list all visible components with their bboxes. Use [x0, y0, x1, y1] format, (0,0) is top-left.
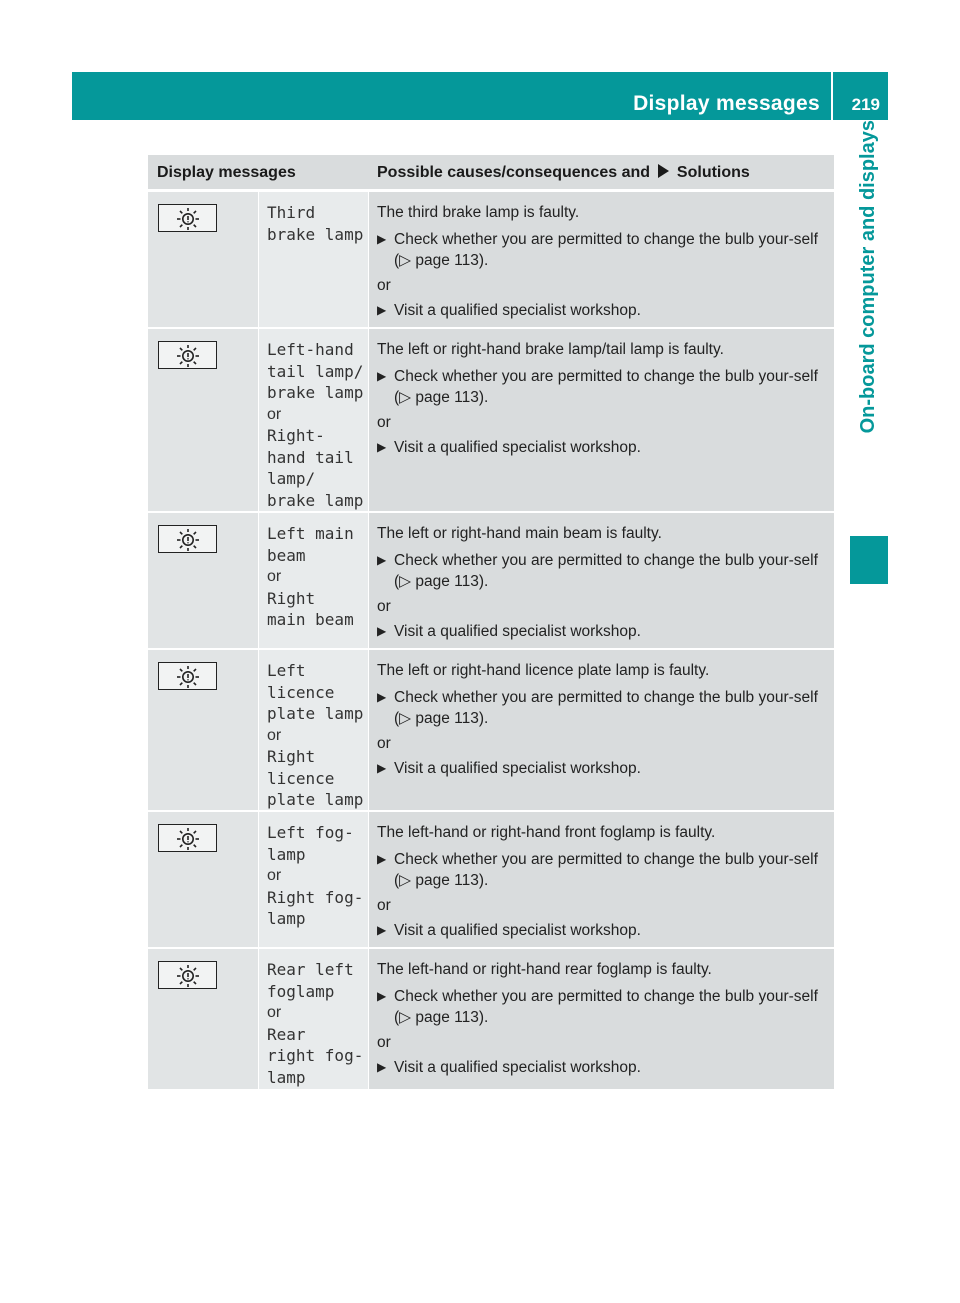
message-line: Rear [267, 1024, 306, 1044]
step-arrow-icon: ▶ [377, 553, 387, 567]
message-line: Left fog- [267, 823, 354, 842]
message-line: Third [267, 203, 316, 222]
column-header-display-messages: Display messages [157, 164, 296, 181]
step-arrow-icon: ▶ [377, 989, 387, 1003]
message-cell [259, 329, 369, 511]
message-line: brake lamp [267, 224, 364, 244]
display-symbol-box [158, 961, 217, 989]
column-header-causes [377, 155, 750, 191]
or-text: or [377, 277, 391, 294]
cause-text: The left or right-hand brake lamp/tail lamp is faulty. [377, 341, 724, 358]
table-row [148, 327, 834, 511]
step-text: Check whether you are permitted to change the bulb your-self (▷ page 113). [394, 552, 818, 590]
icon-cell [148, 329, 259, 511]
message-line: licence [267, 682, 335, 702]
triangle-arrow-icon [657, 164, 670, 178]
solution-step [377, 300, 826, 321]
message-line: brake lamp [267, 490, 364, 510]
page-number: 219 [851, 95, 880, 114]
step-arrow-icon: ▶ [377, 761, 387, 775]
solution-step [377, 986, 826, 1028]
step-text: Check whether you are permitted to change the bulb your-self (▷ page 113). [394, 368, 818, 406]
message-cell [259, 513, 369, 648]
header-title: Display messages [633, 92, 820, 115]
step-text: Check whether you are permitted to change the bulb your-self (▷ page 113). [394, 231, 818, 269]
step-arrow-icon: ▶ [377, 303, 387, 317]
message-line: plate lamp [267, 704, 364, 723]
message-cell [259, 812, 369, 947]
solution-cell [369, 949, 834, 1089]
table-row [148, 810, 834, 947]
display-symbol-box [158, 662, 217, 690]
table-body [148, 190, 834, 1089]
message-line: Right- [267, 426, 325, 445]
solution-step [377, 1057, 826, 1078]
or-text: or [377, 1034, 391, 1051]
message-line: Left-hand [267, 340, 354, 359]
step-text: Visit a qualified specialist workshop. [394, 623, 641, 640]
step-text: Visit a qualified specialist workshop. [394, 922, 641, 939]
step-text: Check whether you are permitted to change the bulb your-self (▷ page 113). [394, 689, 818, 727]
message-line: or [267, 405, 282, 423]
table-header [148, 155, 834, 190]
step-text: Check whether you are permitted to change the bulb your-self (▷ page 113). [394, 988, 818, 1026]
step-arrow-icon: ▶ [377, 690, 387, 704]
cause-text: The left-hand or right-hand front foglamp is faulty. [377, 824, 716, 841]
message-line: foglamp [267, 981, 335, 1001]
message-line: hand tail [267, 447, 354, 467]
solution-step [377, 849, 826, 891]
display-symbol-box [158, 204, 217, 232]
message-line: lamp [267, 844, 306, 864]
table-row [148, 648, 834, 810]
step-arrow-icon: ▶ [377, 852, 387, 866]
step-arrow-icon: ▶ [377, 923, 387, 937]
or-text: or [377, 598, 391, 615]
message-line: brake lamp [267, 383, 364, 402]
icon-cell [148, 812, 259, 947]
step-arrow-icon: ▶ [377, 369, 387, 383]
step-arrow-icon: ▶ [377, 232, 387, 246]
message-line: Left main [267, 524, 354, 543]
solution-step [377, 758, 826, 779]
message-line: right fog- [267, 1046, 364, 1065]
solution-step [377, 687, 826, 729]
message-line: or [267, 568, 282, 585]
step-arrow-icon: ▶ [377, 1060, 387, 1074]
step-text: Visit a qualified specialist workshop. [394, 302, 641, 319]
table-row [148, 947, 834, 1089]
step-text: Visit a qualified specialist workshop. [394, 439, 641, 456]
message-line: beam [267, 545, 306, 565]
message-line: main beam [267, 610, 354, 629]
solution-step [377, 550, 826, 592]
table-row [148, 190, 834, 327]
message-line: lamp [267, 909, 306, 928]
step-arrow-icon: ▶ [377, 440, 387, 454]
icon-cell [148, 192, 259, 327]
cause-text: The left or right-hand main beam is faulty. [377, 525, 662, 542]
message-line: Right [267, 588, 316, 608]
message-line: Rear left [267, 960, 354, 979]
message-line: lamp/ [267, 469, 316, 488]
page-header [72, 72, 888, 120]
message-cell [259, 650, 369, 810]
message-line: Right fog- [267, 887, 364, 907]
solution-step [377, 229, 826, 271]
message-line: or [267, 1004, 282, 1021]
message-line: licence [267, 768, 335, 788]
step-text: Visit a qualified specialist workshop. [394, 1059, 641, 1076]
icon-cell [148, 513, 259, 648]
display-symbol-box [158, 824, 217, 852]
column-header-causes-suffix: Solutions [676, 164, 750, 181]
display-messages-table [148, 155, 834, 1089]
step-arrow-icon: ▶ [377, 624, 387, 638]
icon-cell [148, 650, 259, 810]
section-marker-block [850, 536, 888, 584]
column-header-causes-prefix: Possible causes/consequences and [377, 164, 651, 181]
header-divider [831, 72, 833, 120]
or-text: or [377, 735, 391, 752]
cause-text: The left-hand or right-hand rear foglamp is faulty. [377, 961, 712, 978]
cause-text: The left or right-hand licence plate lamp is faulty. [377, 662, 710, 679]
display-symbol-box [158, 341, 217, 369]
step-text: Visit a qualified specialist workshop. [394, 760, 641, 777]
message-line: tail lamp/ [267, 361, 364, 381]
message-line: or [267, 726, 282, 744]
message-line: plate lamp [267, 790, 364, 809]
or-text: or [377, 414, 391, 431]
solution-cell [369, 812, 834, 947]
solution-step [377, 920, 826, 941]
solution-cell [369, 192, 834, 327]
solution-step [377, 621, 826, 642]
table-row [148, 511, 834, 648]
cause-text: The third brake lamp is faulty. [377, 204, 580, 221]
message-line: or [267, 867, 282, 884]
solution-cell [369, 329, 834, 511]
message-line: lamp [267, 1067, 306, 1087]
icon-cell [148, 949, 259, 1089]
message-line: Right [267, 747, 316, 766]
message-line: Left [267, 661, 306, 680]
message-cell [259, 949, 369, 1089]
solution-cell [369, 513, 834, 648]
or-text: or [377, 897, 391, 914]
step-text: Check whether you are permitted to change the bulb your-self (▷ page 113). [394, 851, 818, 889]
solution-step [377, 366, 826, 408]
solution-cell [369, 650, 834, 810]
display-symbol-box [158, 525, 217, 553]
section-side-tab: On-board computer and displays [857, 120, 879, 434]
message-cell [259, 192, 369, 327]
solution-step [377, 437, 826, 458]
